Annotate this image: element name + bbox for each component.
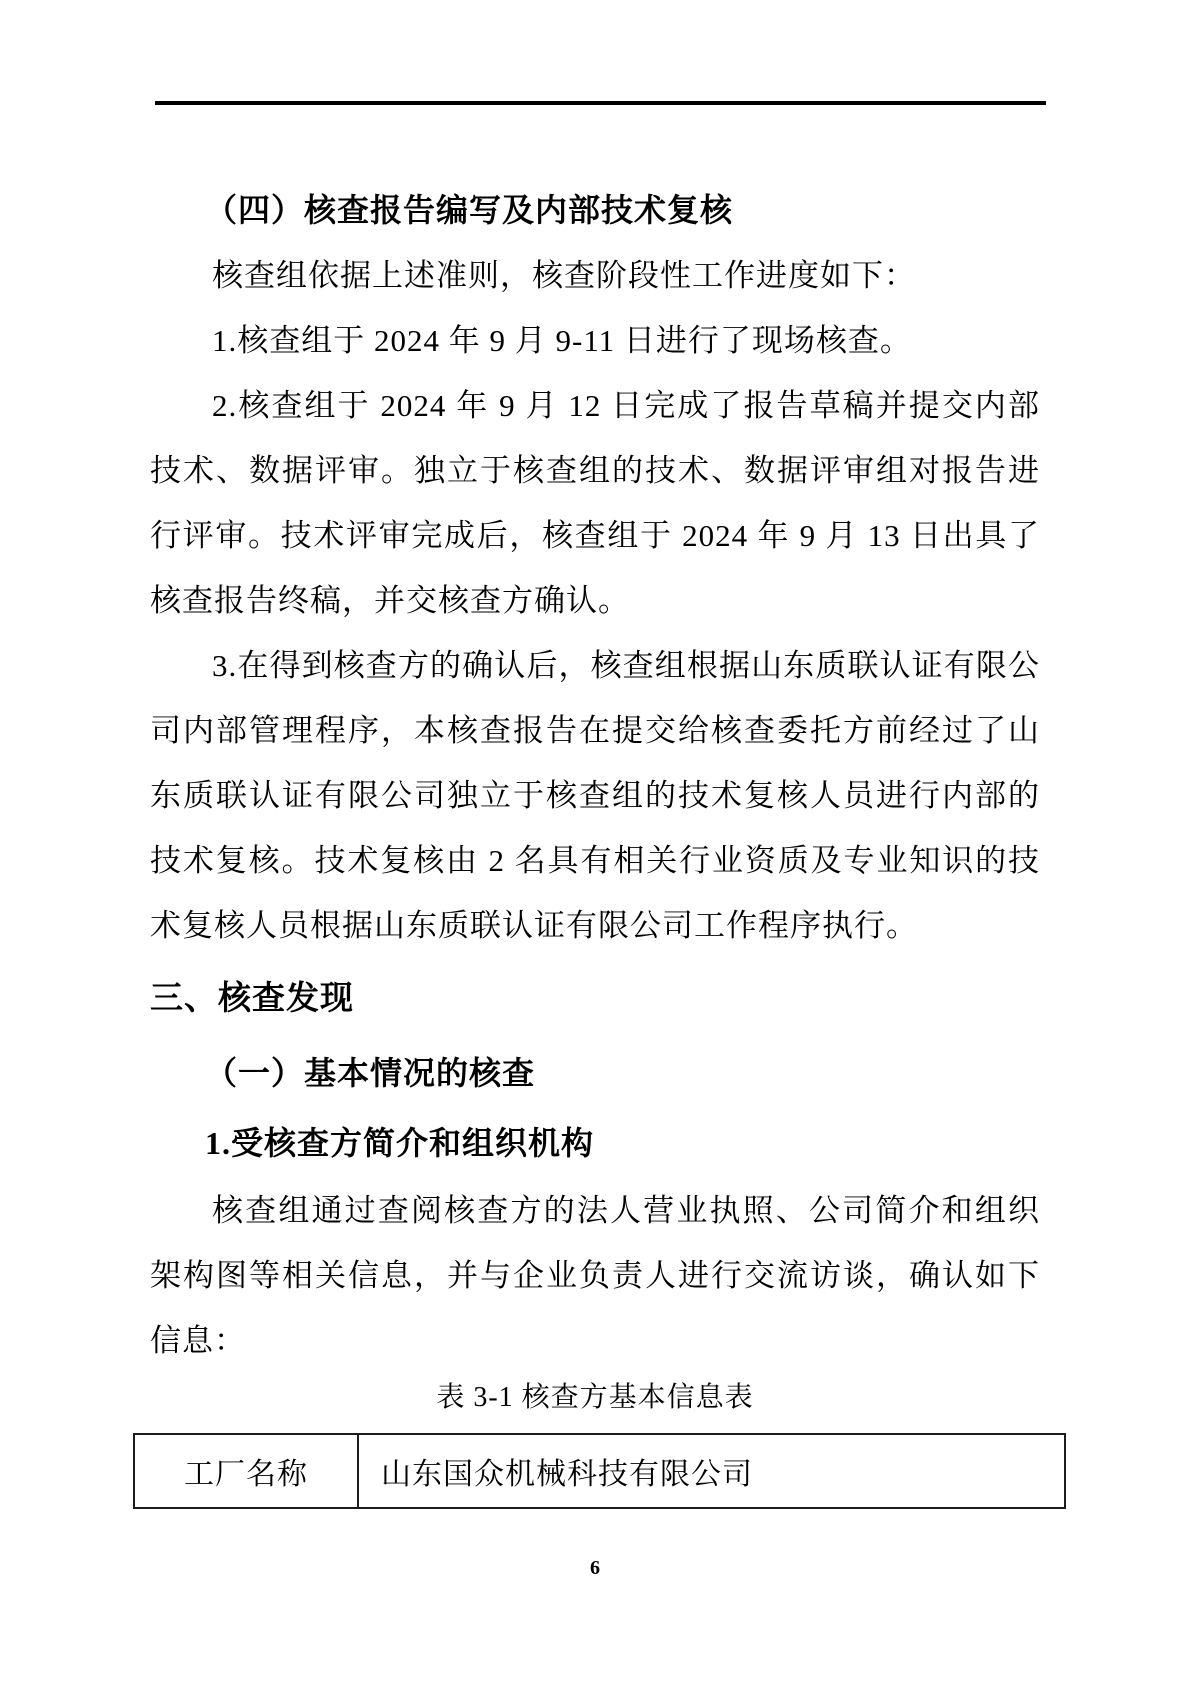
section-heading-report-writing: （四）核查报告编写及内部技术复核 (205, 192, 734, 228)
section-heading-company-profile: 1.受核查方简介和组织机构 (205, 1125, 595, 1161)
page-number: 6 (590, 1557, 600, 1579)
header-rule (155, 101, 1046, 105)
list-item-technical-review: 3.在得到核查方的确认后，核查组根据山东质联认证有限公司内部管理程序，本核查报告在提交给核查委托方前经过了山东质联认证有限公司独立于核查组的技术复核人员进行内部的技术复核。技术复核由 2 名具有相关行业资质及专业知识的技术复核人员根据山东质联认证有限公司工作程序执行。 (150, 648, 1040, 943)
paragraph-progress-intro: 核查组依据上述准则，核查阶段性工作进度如下： (212, 258, 916, 293)
document-body (150, 178, 1040, 1509)
table-caption: 表 3-1 核查方基本信息表 (436, 1382, 754, 1413)
section-heading-basic-situation: （一）基本情况的核查 (205, 1055, 536, 1091)
basic-info-table (133, 1433, 1066, 1509)
list-item-draft-report: 2.核查组于 2024 年 9 月 12 日完成了报告草稿并提交内部技术、数据评审。独立于核查组的技术、数据评审组对报告进行评审。技术评审完成后，核查组于 2024 年 9 月 13 日出具了核查报告终稿，并交核查方确认。 (150, 388, 1040, 618)
table-row (134, 1434, 1065, 1508)
table-label-cell: 工厂名称 (134, 1434, 358, 1508)
list-item-onsite-verification: 1.核查组于 2024 年 9 月 9-11 日进行了现场核查。 (212, 323, 912, 358)
table-value-cell: 山东国众机械科技有限公司 (358, 1434, 1065, 1508)
paragraph-company-review: 核查组通过查阅核查方的法人营业执照、公司简介和组织架构图等相关信息，并与企业负责人进行交流访谈，确认如下信息： (150, 1193, 1040, 1358)
section-heading-findings: 三、核查发现 (150, 981, 354, 1017)
